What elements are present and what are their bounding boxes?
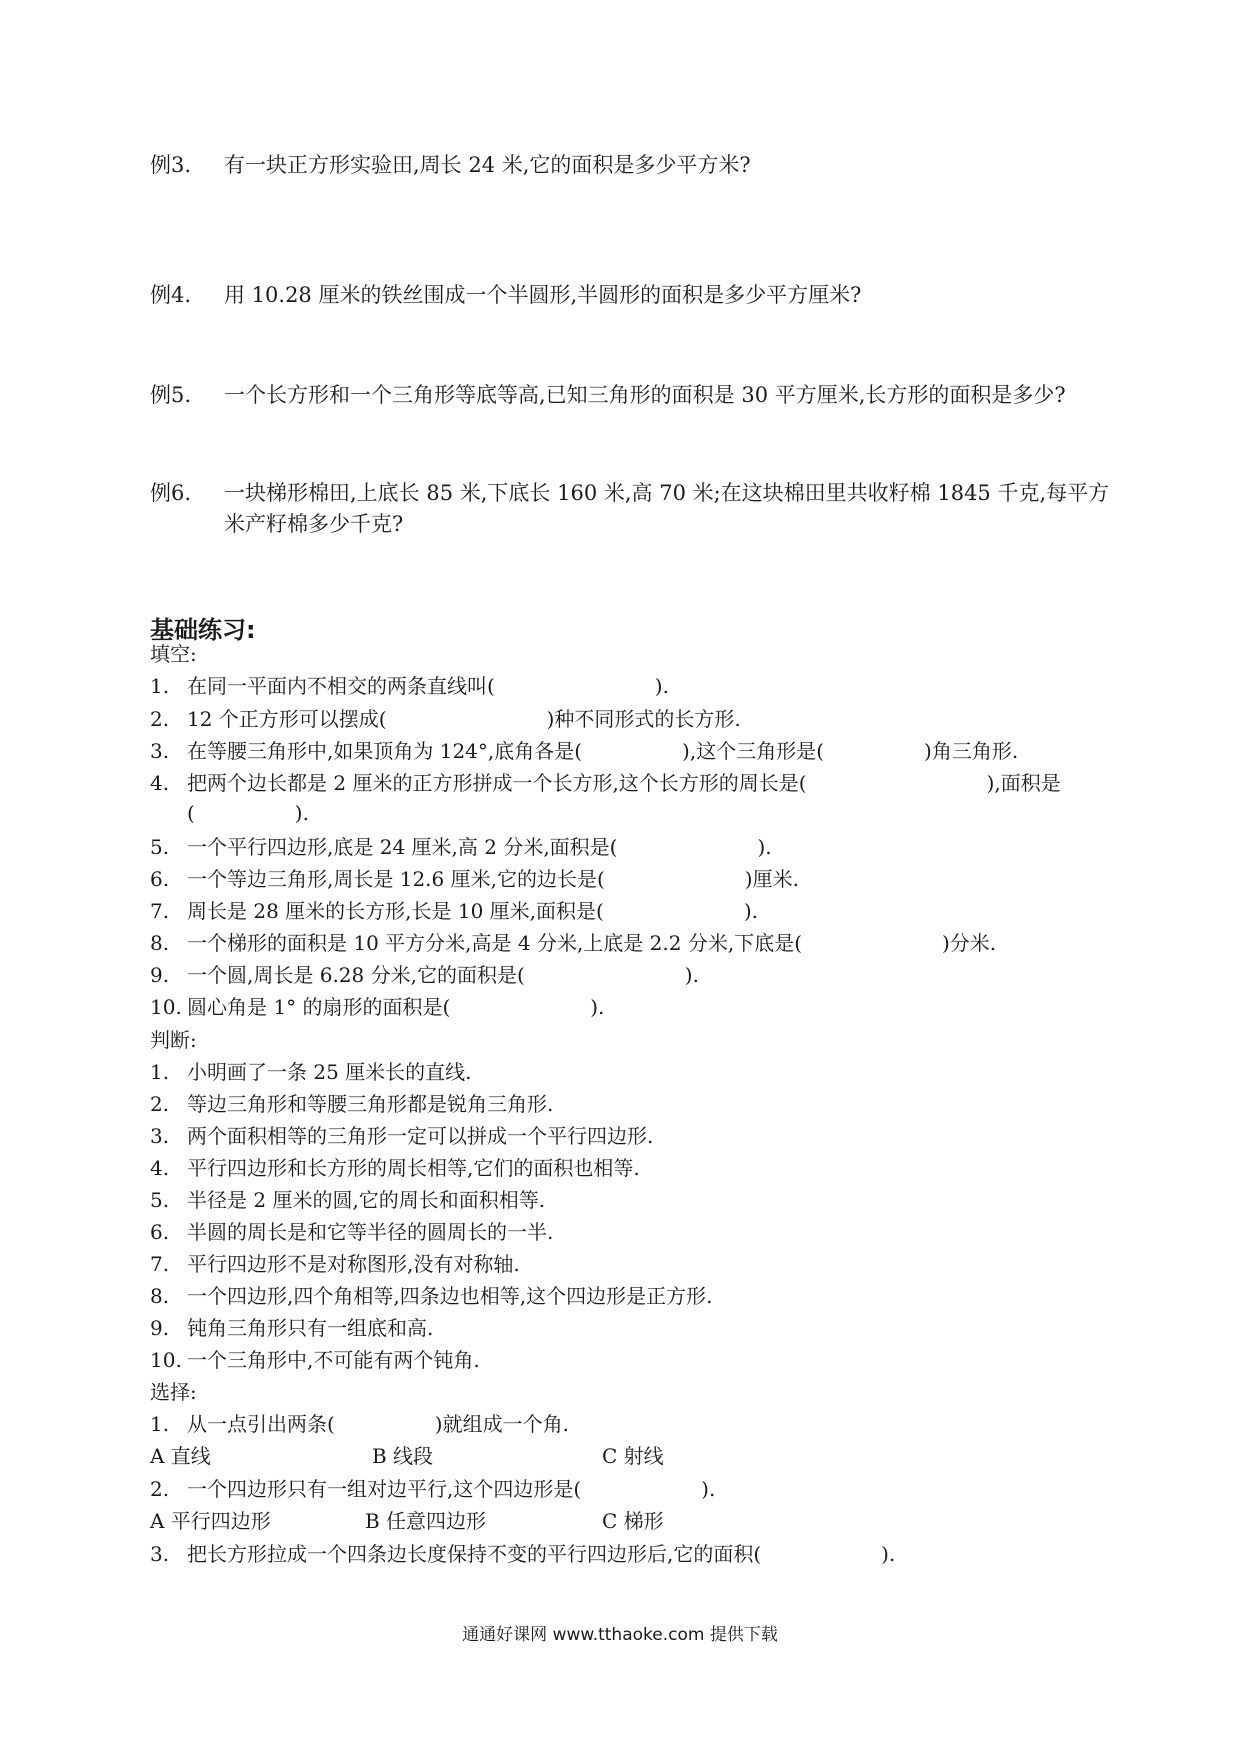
- example-text: 一个长方形和一个三角形等底等高,已知三角形的面积是 30 平方厘米,长方形的面积是多少?: [224, 383, 1066, 407]
- section-title: 基础练习:: [150, 616, 256, 644]
- example-label: 例5.: [150, 383, 192, 407]
- item-text: 钝角三角形只有一组底和高.: [187, 1316, 434, 1340]
- item-number: 5.: [150, 835, 170, 859]
- example-label: 例3.: [150, 153, 192, 177]
- item-number: 5.: [150, 1188, 170, 1212]
- item-text: 一个四边形,四个角相等,四条边也相等,这个四边形是正方形.: [187, 1284, 713, 1308]
- item-number: 2.: [150, 1477, 170, 1501]
- item-number: 6.: [150, 867, 170, 891]
- item-number: 10.: [150, 995, 182, 1019]
- option-a: A 直线: [150, 1444, 211, 1468]
- item-number: 8.: [150, 931, 170, 955]
- item-number: 2.: [150, 707, 170, 731]
- item-number: 2.: [150, 1092, 170, 1116]
- item-text: 一个三角形中,不可能有两个钝角.: [187, 1348, 480, 1372]
- item-text: 把两个边长都是 2 厘米的正方形拼成一个长方形,这个长方形的周长是( ),面积是( ).: [187, 771, 1061, 825]
- item-text: 平行四边形不是对称图形,没有对称轴.: [187, 1252, 520, 1276]
- item-number: 9.: [150, 963, 170, 987]
- example-text: 有一块正方形实验田,周长 24 米,它的面积是多少平方米?: [224, 153, 751, 177]
- item-number: 3.: [150, 1542, 170, 1566]
- item-text: 12 个正方形可以摆成( )种不同形式的长方形.: [187, 707, 741, 731]
- item-number: 3.: [150, 739, 170, 763]
- item-text: 一个梯形的面积是 10 平方分米,高是 4 分米,上底是 2.2 分米,下底是( )分米.: [187, 931, 997, 955]
- item-text: 两个面积相等的三角形一定可以拼成一个平行四边形.: [187, 1124, 654, 1148]
- item-text: 一个圆,周长是 6.28 分米,它的面积是( ).: [187, 963, 699, 987]
- option-a: A 平行四边形: [150, 1509, 271, 1533]
- option-c: C 梯形: [602, 1509, 664, 1533]
- item-number: 1.: [150, 1060, 170, 1084]
- item-number: 9.: [150, 1316, 170, 1340]
- item-text: 圆心角是 1° 的扇形的面积是( ).: [187, 995, 605, 1019]
- fill-label: 填空:: [150, 642, 197, 666]
- item-text: 把长方形拉成一个四条边长度保持不变的平行四边形后,它的面积( ).: [187, 1542, 896, 1566]
- option-b: B 任意四边形: [365, 1509, 487, 1533]
- item-number: 1.: [150, 674, 170, 698]
- item-text: 半径是 2 厘米的圆,它的周长和面积相等.: [187, 1188, 546, 1212]
- option-c: C 射线: [602, 1444, 664, 1468]
- example-label: 例4.: [150, 283, 192, 307]
- item-text: 周长是 28 厘米的长方形,长是 10 厘米,面积是( ).: [187, 899, 759, 923]
- item-number: 3.: [150, 1124, 170, 1148]
- item-text: 等边三角形和等腰三角形都是锐角三角形.: [187, 1092, 554, 1116]
- item-text: 小明画了一条 25 厘米长的直线.: [187, 1060, 472, 1084]
- item-number: 8.: [150, 1284, 170, 1308]
- item-number: 6.: [150, 1220, 170, 1244]
- item-text: 在等腰三角形中,如果顶角为 124°,底角各是( ),这个三角形是( )角三角形.: [187, 739, 1019, 763]
- item-text: 平行四边形和长方形的周长相等,它们的面积也相等.: [187, 1156, 640, 1180]
- item-text: 在同一平面内不相交的两条直线叫( ).: [187, 674, 669, 698]
- item-number: 10.: [150, 1348, 182, 1372]
- example-text: 用 10.28 厘米的铁丝围成一个半圆形,半圆形的面积是多少平方厘米?: [224, 283, 862, 307]
- item-text: 一个平行四边形,底是 24 厘米,高 2 分米,面积是( ).: [187, 835, 772, 859]
- judge-label: 判断:: [150, 1028, 197, 1052]
- item-number: 4.: [150, 771, 170, 795]
- example-text: 一块梯形棉田,上底长 85 米,下底长 160 米,高 70 米;在这块棉田里共收籽棉 1845 千克,每平方米产籽棉多少千克?: [224, 481, 1110, 536]
- example-label: 例6.: [150, 481, 192, 505]
- page-footer: 通通好课网 www.tthaoke.com 提供下载: [462, 1625, 778, 1645]
- item-text: 半圆的周长是和它等半径的圆周长的一半.: [187, 1220, 554, 1244]
- option-b: B 线段: [372, 1444, 434, 1468]
- item-number: 7.: [150, 1252, 170, 1276]
- choose-label: 选择:: [150, 1380, 197, 1404]
- item-number: 1.: [150, 1412, 170, 1436]
- item-number: 7.: [150, 899, 170, 923]
- item-text: 一个四边形只有一组对边平行,这个四边形是( ).: [187, 1477, 716, 1501]
- item-text: 一个等边三角形,周长是 12.6 厘米,它的边长是( )厘米.: [187, 867, 799, 891]
- item-text: 从一点引出两条( )就组成一个角.: [187, 1412, 569, 1436]
- item-number: 4.: [150, 1156, 170, 1180]
